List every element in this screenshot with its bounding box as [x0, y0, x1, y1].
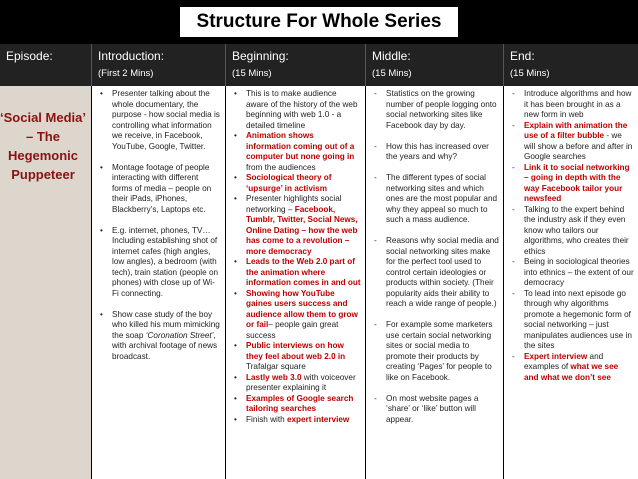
- header-sub: (15 Mins): [232, 68, 272, 79]
- bullet-marker: •: [234, 341, 237, 350]
- bullet-marker: •: [234, 393, 237, 403]
- bullet-marker: -: [512, 351, 515, 361]
- bullet-text: Introduce algorithms and how it has been brought in as a new form in web: [524, 89, 632, 119]
- bullet-marker: •: [100, 309, 103, 319]
- page-title: Structure For Whole Series: [180, 7, 458, 37]
- end-bullet-item: [512, 89, 634, 121]
- bullet-text: Presenter highlights social networking –: [246, 194, 342, 214]
- header-label: Middle:: [372, 49, 411, 63]
- middle-bullet-item: [374, 320, 499, 383]
- bullet-text: Leads to the Web 2.0 part of the animation where information comes in and out: [246, 257, 361, 287]
- bullet-text: Reasons why social media and social networking sites make for the perfect tool used to control certain ideologies or products within society. (Their popularity aids their ability to reach a wide range of people.): [386, 236, 499, 308]
- end-bullet-item: [512, 352, 634, 384]
- bullet-text: Statistics on the growing number of people logging onto social networking sites like Facebook day by day.: [386, 89, 497, 130]
- series-structure-table: [0, 44, 638, 479]
- bullet-text: and examples of: [524, 351, 604, 371]
- end-list: [512, 89, 634, 383]
- bullet-text: This is to make audience aware of the history of the web beginning with web 1.0 - a detailed timeline: [246, 89, 358, 130]
- bullet-text: ‘Coronation Street’: [145, 330, 214, 340]
- bullet-marker: -: [374, 173, 377, 182]
- bullet-text: expert interview: [286, 414, 350, 424]
- header-label: Beginning:: [232, 49, 289, 63]
- bullet-text: E.g. internet, phones, TV… Including establishing shot of internet cafes (high angles, low angles), a bedroom (with tech), train station (people on phones) with close up of Wi-Fi connecting.: [112, 225, 219, 298]
- header-sub: (First 2 Mins): [98, 68, 154, 79]
- bullet-marker: •: [100, 162, 103, 172]
- bullet-text: Presenter talking about the whole documentary, the purpose - how social media is controlling what information we receive, in Facebook, YouTube, Google, Twitter.: [112, 89, 220, 151]
- bullet-text: The different types of social networking sites and which ones are the most popular and why they appeal so much to such a mass audience.: [386, 173, 498, 224]
- bullet-marker: •: [234, 194, 237, 203]
- bullet-marker: -: [374, 236, 377, 245]
- bullet-text: Showing how YouTube gaines users success and audience allow them to grow or fail: [246, 288, 358, 329]
- beginning-bullet-item: [234, 131, 361, 173]
- bullet-text: Link it to social networking – going in depth with the way Facebook tailor your newsfeed: [524, 162, 630, 203]
- bullet-text: Finish with: [246, 414, 287, 424]
- bullet-text: Being in sociological theories into ethnics – the extent of our democracy: [524, 257, 634, 287]
- middle-bullet-item: [374, 89, 499, 131]
- beginning-bullet-item: [234, 173, 361, 194]
- beginning-bullet-item: [234, 415, 361, 426]
- header-beginning: [226, 44, 366, 86]
- bullet-text: Explain with animation the use of a filter bubble: [524, 120, 628, 140]
- header-label: End:: [510, 49, 535, 63]
- header-middle: [366, 44, 504, 86]
- beginning-list: [234, 89, 361, 425]
- introduction-cell: [92, 86, 226, 479]
- bullet-marker: -: [374, 141, 377, 151]
- bullet-text: For example some marketers use certain social networking sites or social media to promote their products by creating ‘Pages’ for people to like on Facebook.: [386, 320, 493, 382]
- beginning-bullet-item: [234, 341, 361, 373]
- bullet-text: what we see and what we don’t see: [524, 362, 619, 382]
- bullet-marker: -: [374, 320, 377, 329]
- bullet-text: Expert interview: [524, 351, 588, 361]
- header-sub: (15 Mins): [510, 68, 550, 79]
- bullet-text: with voiceover presenter explaining it: [246, 372, 356, 392]
- middle-cell: [366, 86, 504, 479]
- bullet-text: - we will show a before and after in Google searches: [524, 131, 633, 161]
- bullet-text: Show case study of the boy who killed his mum mimicking the soap: [112, 309, 220, 340]
- middle-bullet-item: [374, 394, 499, 426]
- bullet-text: Talking to the expert behind the industry ask if they even know who tailors our algorithms, who creates their ethics: [524, 204, 629, 256]
- bullet-text: Animation shows information coming out of a computer but none going in: [246, 131, 355, 161]
- bullet-text: How this has increased over the years and why?: [386, 141, 489, 161]
- episode-cell: [0, 86, 92, 479]
- bullet-text: Public interviews on how they feel about web 2.0 in: [246, 341, 346, 361]
- introduction-bullet-item: [100, 89, 221, 152]
- bullet-marker: -: [374, 393, 377, 403]
- bullet-marker: •: [100, 225, 103, 235]
- middle-bullet-item: [374, 236, 499, 310]
- bullet-text: To lead into next episode go through why algorithms promote a hegemonic form of social networking – just manipulates audiences use in the sites: [524, 288, 632, 350]
- middle-list: [374, 89, 499, 425]
- beginning-cell: [226, 86, 366, 479]
- introduction-bullet-item: [100, 310, 221, 363]
- bullet-text: Montage footage of people interacting with different forms of media – people on their iPads, iPhones, Blackberry’s, Laptops etc.: [112, 162, 212, 214]
- middle-bullet-item: [374, 173, 499, 226]
- bullet-text: Examples of Google search tailoring searches: [246, 393, 354, 413]
- header-sub: (15 Mins): [372, 68, 412, 79]
- bullet-marker: -: [512, 204, 515, 214]
- end-bullet-item: [512, 163, 634, 205]
- bullet-marker: -: [512, 257, 515, 266]
- bullet-marker: -: [512, 89, 515, 98]
- bullet-text: , with archival footage of news broadcast.: [112, 330, 218, 361]
- beginning-bullet-item: [234, 257, 361, 289]
- episode-title: ‘Social Media’ – The Hegemonic Puppeteer: [0, 110, 86, 182]
- bullet-marker: -: [374, 89, 377, 98]
- bullet-marker: •: [234, 131, 237, 140]
- introduction-list: [100, 89, 221, 362]
- end-bullet-item: [512, 205, 634, 258]
- end-bullet-item: [512, 289, 634, 352]
- bullet-text: On most website pages a ‘share’ or ‘like’ button will appear.: [386, 393, 479, 424]
- bullet-marker: •: [234, 257, 237, 266]
- header-introduction: [92, 44, 226, 86]
- beginning-bullet-item: [234, 394, 361, 415]
- beginning-bullet-item: [234, 289, 361, 342]
- end-bullet-item: [512, 257, 634, 289]
- bullet-text: Lastly web 3.0: [246, 372, 302, 382]
- bullet-text: Sociological theory of ‘upsurge’ in activism: [246, 173, 332, 193]
- bullet-marker: •: [100, 89, 103, 98]
- bullet-text: – people gain great success: [246, 320, 339, 340]
- bullet-marker: •: [234, 414, 237, 424]
- header-label: Episode:: [6, 49, 53, 63]
- bullet-text: Facebook, Tumblr, Twitter, Social News, Online Dating – how the web has come to a revolution – more democracy: [246, 204, 358, 256]
- header-episode: [0, 44, 92, 86]
- bullet-marker: -: [512, 162, 515, 172]
- bullet-marker: -: [512, 288, 515, 298]
- end-cell: [504, 86, 638, 479]
- header-label: Introduction:: [98, 49, 165, 63]
- middle-bullet-item: [374, 142, 499, 163]
- bullet-text: Trafalgar square: [246, 362, 306, 371]
- introduction-bullet-item: [100, 226, 221, 300]
- end-bullet-item: [512, 121, 634, 163]
- header-end: [504, 44, 638, 86]
- bullet-marker: •: [234, 372, 237, 382]
- bullet-marker: •: [234, 89, 237, 98]
- beginning-bullet-item: [234, 373, 361, 394]
- beginning-bullet-item: [234, 194, 361, 257]
- bullet-text: from the audiences: [246, 162, 316, 172]
- introduction-bullet-item: [100, 163, 221, 216]
- bullet-marker: •: [234, 173, 237, 182]
- bullet-marker: •: [234, 288, 237, 298]
- bullet-marker: -: [512, 120, 515, 130]
- beginning-bullet-item: [234, 89, 361, 131]
